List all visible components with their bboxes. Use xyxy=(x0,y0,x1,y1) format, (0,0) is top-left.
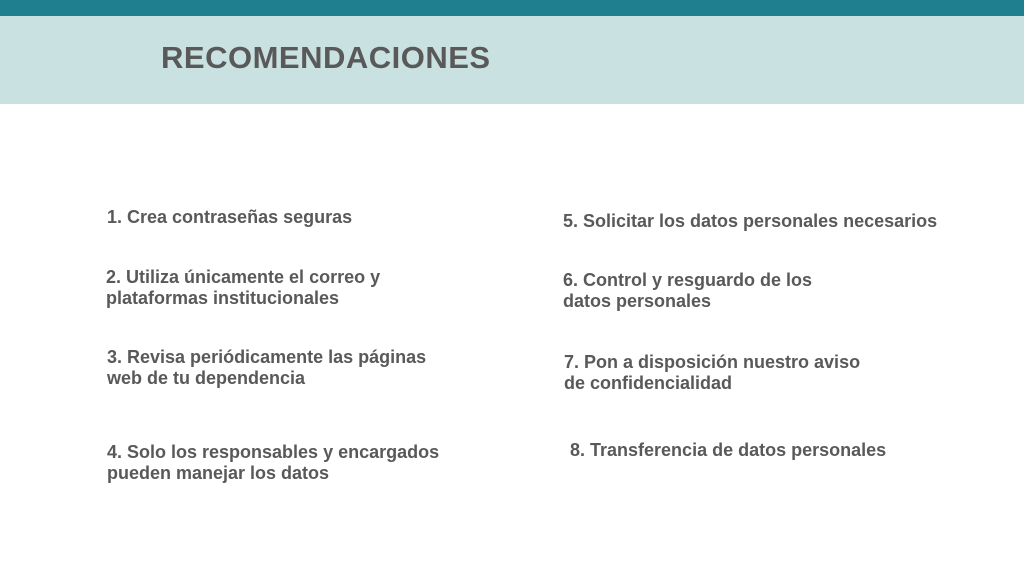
page-title: RECOMENDACIONES xyxy=(161,40,491,75)
recommendation-7: 7. Pon a disposición nuestro aviso de confidencialidad xyxy=(564,352,861,393)
recommendation-1: 1. Crea contraseñas seguras xyxy=(107,207,353,227)
top-accent-bar xyxy=(0,0,1024,16)
recommendation-3: 3. Revisa periódicamente las páginas web de tu dependencia xyxy=(107,347,427,388)
recommendation-4: 4. Solo los responsables y encargados pueden manejar los datos xyxy=(107,442,440,483)
header-band xyxy=(0,16,1024,104)
recommendation-5: 5. Solicitar los datos personales necesarios xyxy=(563,211,938,231)
recommendation-8: 8. Transferencia de datos personales xyxy=(570,440,887,460)
recommendation-2: 2. Utiliza únicamente el correo y plataformas institucionales xyxy=(106,267,381,308)
recommendation-6: 6. Control y resguardo de los datos personales xyxy=(563,270,813,311)
